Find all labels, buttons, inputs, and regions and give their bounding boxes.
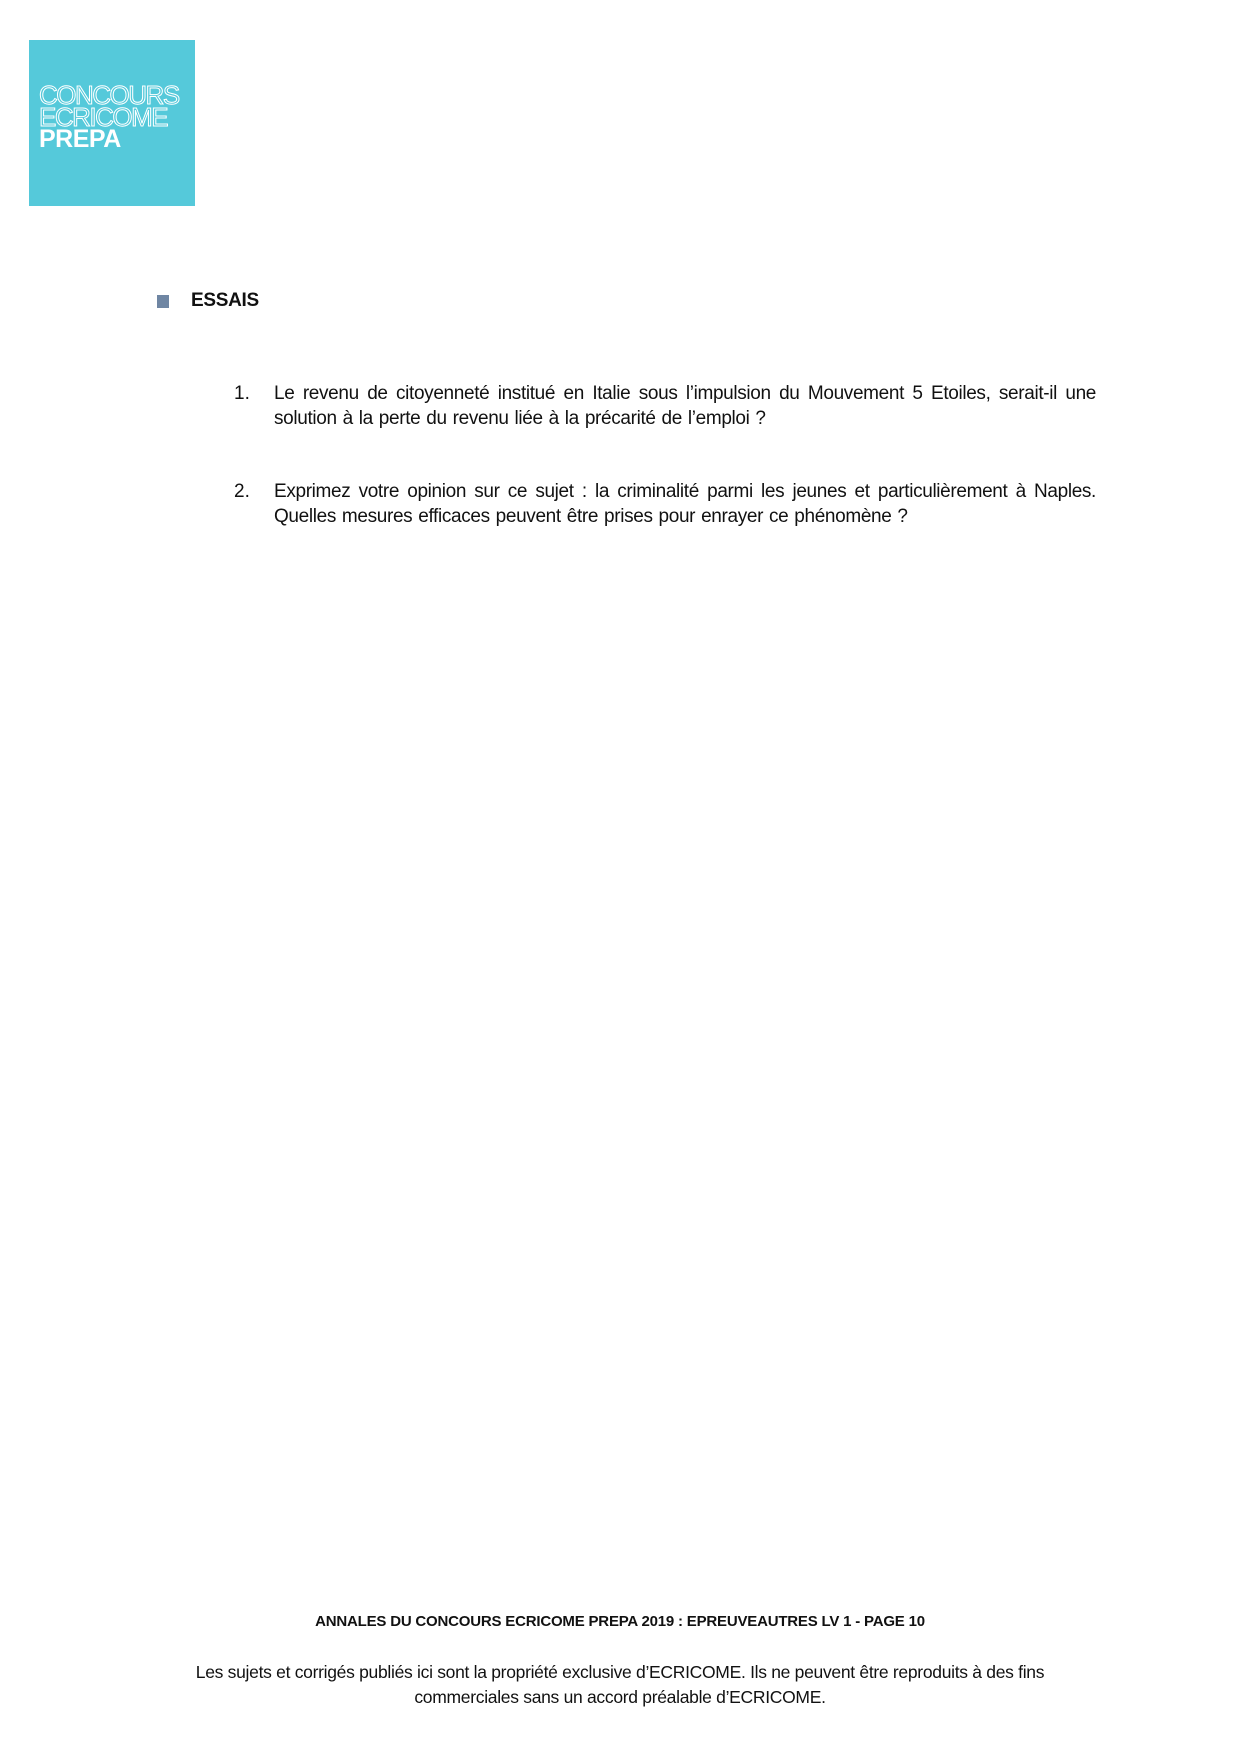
question-text: Exprimez votre opinion sur ce sujet : la criminalité parmi les jeunes et particulièrement à Naples. Quelles mesures efficaces peuvent être prises pour enrayer ce phénomène ? [274,481,1096,527]
question-list [234,381,1096,577]
footer-title: ANNALES DU CONCOURS ECRICOME PREPA 2019 : EPREUVEAUTRES LV 1 - PAGE 10 [315,1613,925,1630]
section-heading [157,290,259,312]
square-bullet-icon [157,295,169,308]
logo-line-concours: CONCOURS [39,80,179,110]
question-text: Le revenu de citoyenneté institué en Italie sous l’impulsion du Mouvement 5 Etoiles, serait-il une solution à la perte du revenu liée à la précarité de l’emploi ? [274,383,1096,429]
logo-wordmark [39,80,179,153]
section-title: ESSAIS [191,290,259,311]
footer-copyright-note: Les sujets et corrigés publiés ici sont la propriété exclusive d’ECRICOME. Ils ne peuvent être reproduits à des fins commerciales sans un accord préalable d’ECRICOME. [195,1662,1045,1707]
question-item [234,381,1096,431]
question-item [234,479,1096,529]
logo-line-ecricome: ECRICOME [39,102,168,132]
logo-line-prepa: PREPA [39,125,121,153]
question-number: 2. [234,481,250,502]
question-number: 1. [234,383,250,404]
ecricome-logo [29,40,195,206]
